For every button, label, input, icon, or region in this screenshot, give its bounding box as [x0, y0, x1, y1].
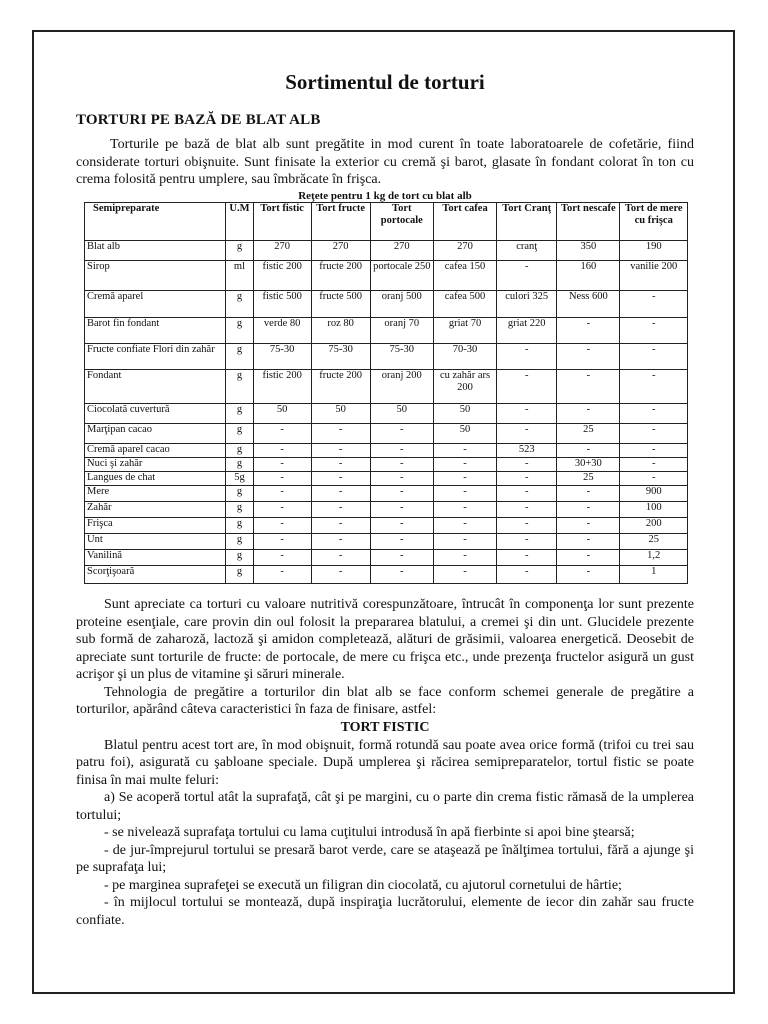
row-label-cell: Cremă aparel — [85, 291, 226, 318]
table-cell: - — [497, 566, 557, 584]
table-cell: - — [497, 502, 557, 518]
table-cell: - — [497, 518, 557, 534]
table-cell: 1 — [620, 566, 688, 584]
table-cell: - — [557, 566, 620, 584]
table-cell: - — [370, 424, 433, 444]
table-cell: g — [226, 486, 253, 502]
table-row — [85, 241, 688, 261]
table-row — [85, 444, 688, 458]
table-cell: 200 — [620, 518, 688, 534]
table-cell: - — [557, 502, 620, 518]
table-cell: g — [226, 502, 253, 518]
table-row — [85, 344, 688, 370]
table-cell: 5g — [226, 472, 253, 486]
row-label-cell: Marţipan cacao — [85, 424, 226, 444]
table-cell: - — [433, 550, 496, 566]
table-cell: 270 — [253, 241, 311, 261]
table-cell: - — [497, 486, 557, 502]
table-cell: fistic 200 — [253, 261, 311, 291]
table-cell: fistic 500 — [253, 291, 311, 318]
table-cell: cu zahăr ars 200 — [433, 370, 496, 404]
table-cell: cafea 150 — [433, 261, 496, 291]
table-row — [85, 458, 688, 472]
header-cell: Tort fistic — [253, 203, 311, 241]
table-cell: griat 70 — [433, 318, 496, 344]
table-cell: - — [370, 458, 433, 472]
table-cell: - — [620, 404, 688, 424]
table-cell: g — [226, 370, 253, 404]
table-cell: 70-30 — [433, 344, 496, 370]
table-cell: - — [620, 344, 688, 370]
row-label-cell: Blat alb — [85, 241, 226, 261]
row-label-cell: Unt — [85, 534, 226, 550]
row-label-cell: Scorţişoară — [85, 566, 226, 584]
table-cell: - — [253, 424, 311, 444]
table-cell: - — [311, 502, 370, 518]
table-cell: - — [497, 534, 557, 550]
table-cell: 25 — [557, 424, 620, 444]
subheading-tort-fistic: TORT FISTIC — [340, 719, 430, 735]
table-row — [85, 550, 688, 566]
table-cell: culori 325 — [497, 291, 557, 318]
table-cell: - — [497, 344, 557, 370]
table-row — [85, 502, 688, 518]
text-section — [76, 596, 694, 929]
header-cell: Semipreparate — [85, 203, 226, 241]
table-cell: oranj 500 — [370, 291, 433, 318]
table-row — [85, 370, 688, 404]
table-cell: - — [557, 444, 620, 458]
table-cell: - — [433, 444, 496, 458]
table-cell: - — [370, 444, 433, 458]
table-cell: roz 80 — [311, 318, 370, 344]
list-item: a) Se acoperă tortul atât la suprafaţă, cât şi pe margini, cu o parte din crema fistic rămasă de la umplerea tortului; — [76, 790, 694, 823]
table-cell: 75-30 — [370, 344, 433, 370]
table-cell: cafea 500 — [433, 291, 496, 318]
row-label-cell: Vanilină — [85, 550, 226, 566]
row-label-cell: Mere — [85, 486, 226, 502]
table-cell: - — [370, 566, 433, 584]
table-cell: vanilie 200 — [620, 261, 688, 291]
recipe-table — [84, 202, 688, 584]
table-cell: - — [433, 458, 496, 472]
paragraph-technology: Tehnologia de pregătire a torturilor din blat alb se face conform schemei generale de pregătire a torturilor, apărând câteva caracteristici în faza de finisare, astfel: — [76, 684, 694, 717]
row-label-cell: Fructe confiate Flori din zahăr — [85, 344, 226, 370]
table-cell: 270 — [433, 241, 496, 261]
table-cell: 270 — [311, 241, 370, 261]
table-cell: portocale 250 — [370, 261, 433, 291]
table-cell: 50 — [311, 404, 370, 424]
header-cell: Tort nescafe — [557, 203, 620, 241]
table-cell: - — [557, 370, 620, 404]
table-row — [85, 566, 688, 584]
table-cell: fructe 500 — [311, 291, 370, 318]
table-cell: - — [370, 472, 433, 486]
table-cell: - — [253, 566, 311, 584]
row-label-cell: Frişca — [85, 518, 226, 534]
table-cell: 270 — [370, 241, 433, 261]
table-cell: - — [311, 486, 370, 502]
list-item: - în mijlocul tortului se montează, după inspiraţia lucrătorului, elemente de iecor din zahăr sau fructe confiate. — [76, 895, 694, 928]
row-label-cell: Fondant — [85, 370, 226, 404]
intro-paragraph: Torturile pe bază de blat alb sunt pregătite in mod curent în toate laboratoarele de cofetărie, fiind considerate torturi obişnuite. Sunt finisate la exterior cu cremă şi barot, glasate în fondant colorat în ton cu crema folosită pentru umplere, sau îmbrăcate în frişca. — [76, 137, 694, 187]
table-cell: - — [433, 486, 496, 502]
list-item: - se nivelează suprafaţa tortului cu lama cuţitului introdusă în apă fierbinte si apoi bine ştearsă; — [104, 825, 635, 840]
row-label-cell: Nuci şi zahăr — [85, 458, 226, 472]
table-cell: 190 — [620, 241, 688, 261]
table-cell: - — [253, 444, 311, 458]
table-cell: - — [620, 458, 688, 472]
table-cell: g — [226, 241, 253, 261]
table-cell: g — [226, 458, 253, 472]
table-row — [85, 486, 688, 502]
table-cell: - — [253, 502, 311, 518]
table-cell: - — [370, 534, 433, 550]
header-cell: Tort de mere cu frişca — [620, 203, 688, 241]
table-cell: g — [226, 566, 253, 584]
table-cell: - — [620, 370, 688, 404]
table-cell: 50 — [433, 424, 496, 444]
table-cell: - — [620, 318, 688, 344]
table-cell: - — [620, 444, 688, 458]
table-cell: 160 — [557, 261, 620, 291]
table-cell: g — [226, 550, 253, 566]
table-row — [85, 518, 688, 534]
table-row — [85, 318, 688, 344]
table-cell: - — [497, 424, 557, 444]
row-label-cell: Barot fin fondant — [85, 318, 226, 344]
table-cell: g — [226, 404, 253, 424]
table-cell: - — [557, 534, 620, 550]
table-cell: 25 — [620, 534, 688, 550]
table-cell: 900 — [620, 486, 688, 502]
table-cell: g — [226, 444, 253, 458]
table-cell: g — [226, 534, 253, 550]
table-cell: 350 — [557, 241, 620, 261]
table-cell: - — [311, 566, 370, 584]
table-row — [85, 424, 688, 444]
header-cell: Tort Cranţ — [497, 203, 557, 241]
table-cell: 75-30 — [311, 344, 370, 370]
table-cell: ml — [226, 261, 253, 291]
table-cell: - — [433, 502, 496, 518]
table-cell: - — [620, 291, 688, 318]
table-cell: - — [311, 458, 370, 472]
table-cell: - — [253, 458, 311, 472]
table-cell: - — [497, 370, 557, 404]
table-cell: fructe 200 — [311, 370, 370, 404]
row-label-cell: Ciocolată cuvertură — [85, 404, 226, 424]
row-label-cell: Cremă aparel cacao — [85, 444, 226, 458]
table-cell: cranţ — [497, 241, 557, 261]
table-cell: - — [497, 458, 557, 472]
table-cell: 75-30 — [253, 344, 311, 370]
table-cell: - — [311, 472, 370, 486]
table-cell: 1,2 — [620, 550, 688, 566]
header-cell: Tort cafea — [433, 203, 496, 241]
table-cell: - — [433, 518, 496, 534]
table-cell: - — [370, 502, 433, 518]
table-cell: 25 — [557, 472, 620, 486]
table-row — [85, 404, 688, 424]
table-row — [85, 534, 688, 550]
table-cell: Ness 600 — [557, 291, 620, 318]
table-cell: - — [497, 472, 557, 486]
list-item: - de jur-împrejurul tortului se presară barot verde, care se ataşează pe înălţimea tortului, fără a ajunge şi pe suprafaţa lui; — [76, 842, 694, 875]
table-cell: - — [620, 424, 688, 444]
table-cell: - — [253, 550, 311, 566]
table-cell: - — [370, 486, 433, 502]
table-cell: - — [557, 344, 620, 370]
table-cell: oranj 200 — [370, 370, 433, 404]
table-cell: fistic 200 — [253, 370, 311, 404]
table-header-row — [85, 203, 688, 241]
table-row — [85, 261, 688, 291]
table-row — [85, 291, 688, 318]
table-cell: - — [370, 518, 433, 534]
table-cell: oranj 70 — [370, 318, 433, 344]
table-cell: g — [226, 291, 253, 318]
table-cell: - — [370, 550, 433, 566]
table-cell: - — [253, 472, 311, 486]
header-cell: Tort portocale — [370, 203, 433, 241]
table-cell: - — [253, 534, 311, 550]
table-cell: 50 — [253, 404, 311, 424]
table-cell: - — [433, 534, 496, 550]
table-cell: 30+30 — [557, 458, 620, 472]
section-heading: TORTURI PE BAZĂ DE BLAT ALB — [76, 112, 321, 128]
table-cell: 50 — [433, 404, 496, 424]
table-cell: - — [311, 518, 370, 534]
table-cell: - — [497, 261, 557, 291]
table-cell: - — [557, 318, 620, 344]
table-cell: - — [311, 424, 370, 444]
table-cell: - — [620, 472, 688, 486]
table-cell: - — [311, 534, 370, 550]
row-label-cell: Sirop — [85, 261, 226, 291]
table-cell: - — [557, 550, 620, 566]
table-cell: - — [497, 404, 557, 424]
table-cell: - — [433, 472, 496, 486]
table-cell: griat 220 — [497, 318, 557, 344]
paragraph-blat: Blatul pentru acest tort are, în mod obişnuit, formă rotundă sau poate avea orice formă (trifoi cu trei sau patru foi), asigurată cu şabloane speciale. După umplerea şi răcirea semipreparatelor, tortul fistic se poate finisa în mai multe feluri: — [76, 737, 694, 788]
table-row — [85, 472, 688, 486]
table-cell: g — [226, 518, 253, 534]
table-cell: - — [311, 550, 370, 566]
paragraph-nutrition: Sunt apreciate ca torturi cu valoare nutritivă corespunzătoare, întrucât în componenţa lor sunt prezente proteine esenţiale, care provin din oul folosit la prepararea blatului, a cremei şi din unt. Glucidele prezente sub formă de zaharoză, lactoză şi amidon completează, alături de grăsimii, valoarea energetică. Deosebit de apreciate sunt torturile de fructe: de portocale, de mere cu frişca etc., unde prezenţa fructelor asigură un gust acrişor şi un plus de vitamine şi săruri minerale. — [76, 597, 694, 682]
row-label-cell: Zahăr — [85, 502, 226, 518]
header-cell: U.M — [226, 203, 253, 241]
table-cell: - — [253, 486, 311, 502]
table-cell: 523 — [497, 444, 557, 458]
table-cell: - — [497, 550, 557, 566]
table-cell: verde 80 — [253, 318, 311, 344]
table-cell: g — [226, 318, 253, 344]
table-cell: - — [433, 566, 496, 584]
table-cell: - — [557, 518, 620, 534]
table-caption: Reţete pentru 1 kg de tort cu blat alb — [298, 190, 472, 202]
table-cell: g — [226, 424, 253, 444]
table-cell: - — [557, 486, 620, 502]
row-label-cell: Langues de chat — [85, 472, 226, 486]
table-cell: fructe 200 — [311, 261, 370, 291]
header-cell: Tort fructe — [311, 203, 370, 241]
table-cell: 100 — [620, 502, 688, 518]
list-item: - pe marginea suprafeţei se execută un filigran din ciocolată, cu ajutorul cornetului de hârtie; — [104, 877, 622, 893]
table-cell: - — [253, 518, 311, 534]
table-cell: - — [557, 404, 620, 424]
table-cell: g — [226, 344, 253, 370]
table-cell: 50 — [370, 404, 433, 424]
table-cell: - — [311, 444, 370, 458]
page-title: Sortimentul de torturi — [285, 70, 485, 94]
